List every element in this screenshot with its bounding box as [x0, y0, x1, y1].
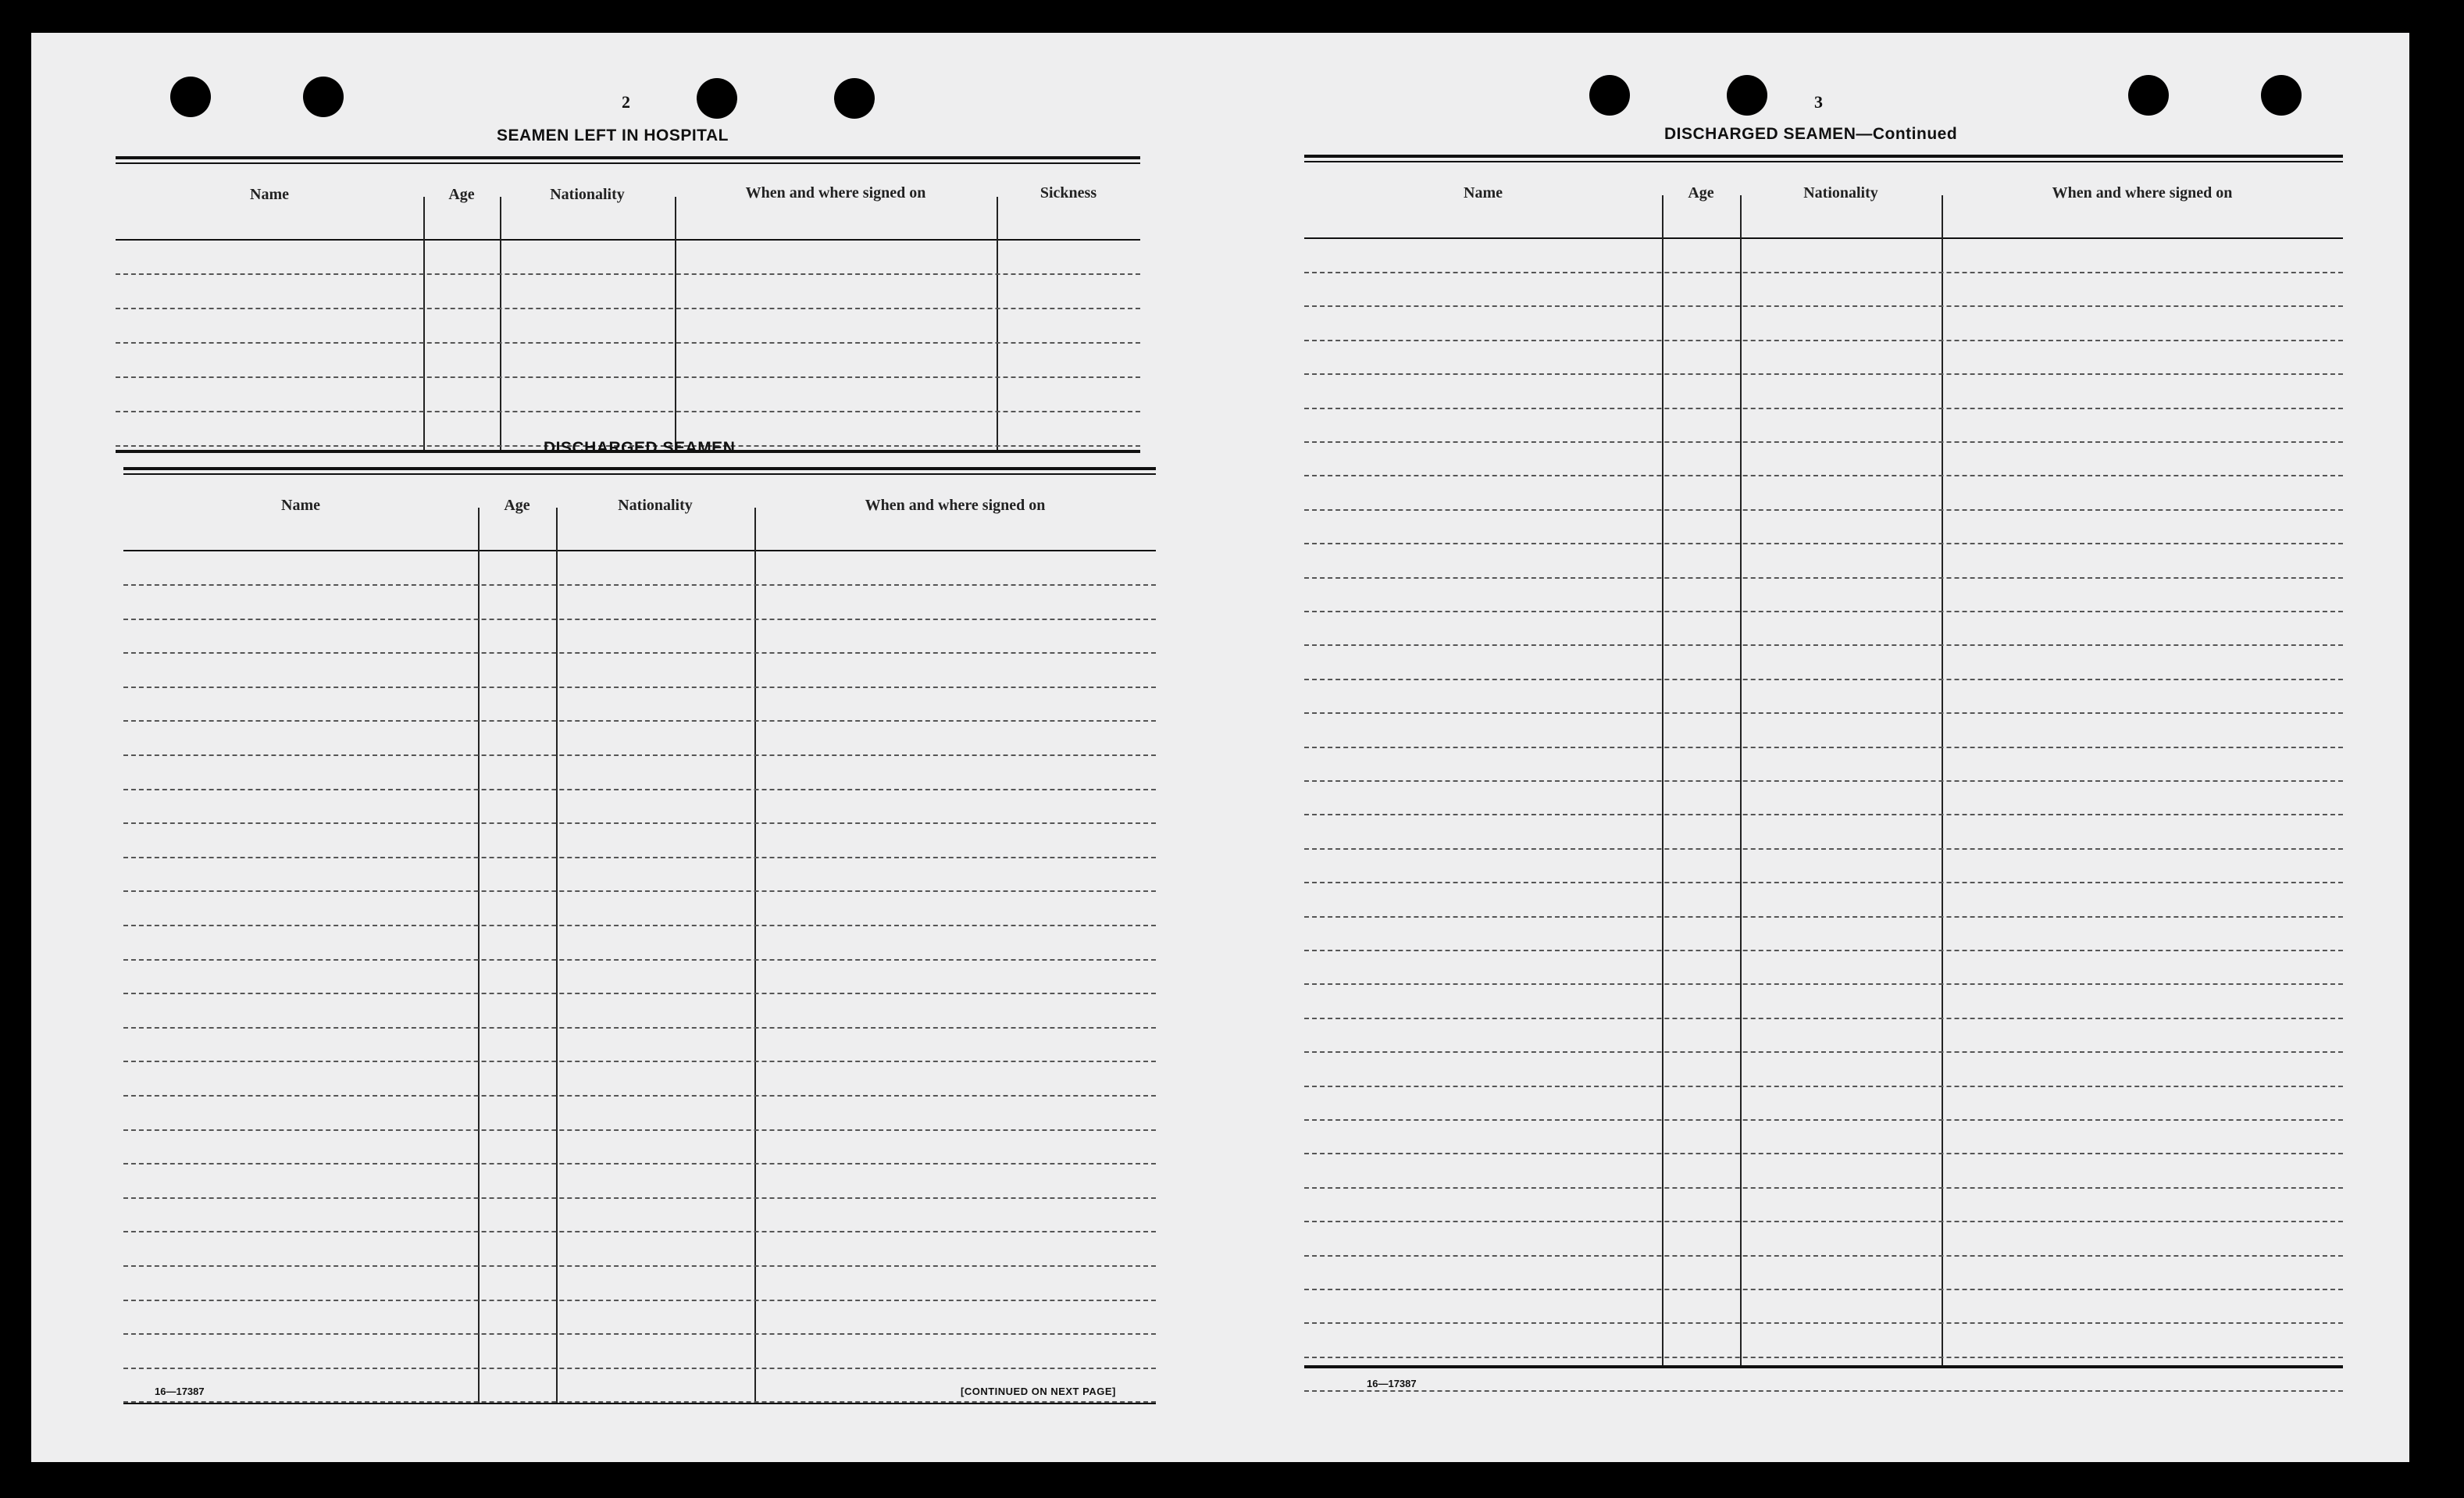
table-row	[1304, 950, 2343, 951]
table-row	[123, 1163, 1156, 1165]
column-header-when-where: When and where signed on	[2052, 184, 2233, 202]
column-header-when-where: When and where signed on	[745, 184, 926, 202]
table-row	[123, 857, 1156, 858]
title-suffix: —Continued	[1856, 125, 1958, 143]
column-header-name: Name	[1464, 184, 1503, 202]
discharged-table	[123, 467, 1156, 1404]
table-row	[1304, 577, 2343, 579]
table-row	[1304, 305, 2343, 307]
table-row	[123, 890, 1156, 892]
table-row	[1304, 1390, 2343, 1392]
table-row	[1304, 916, 2343, 918]
table-row	[1304, 611, 2343, 612]
column-header-nationality: Nationality	[550, 186, 625, 203]
column-header-age: Age	[1688, 184, 1714, 202]
table-row	[1304, 373, 2343, 375]
table-row	[123, 789, 1156, 790]
table-row	[123, 1061, 1156, 1062]
hospital-table	[116, 156, 1140, 453]
discharged-continued-table	[1304, 155, 2343, 1373]
table-row	[1304, 780, 2343, 782]
table-row	[123, 1401, 1156, 1403]
table-row	[1304, 1187, 2343, 1189]
table-row	[123, 619, 1156, 620]
title-main: DISCHARGED SEAMEN	[1664, 125, 1856, 143]
punch-hole	[1589, 75, 1630, 116]
column-header-name: Name	[281, 497, 320, 514]
table-row	[116, 342, 1140, 344]
table-row	[123, 1129, 1156, 1131]
form-code: 16—17387	[1367, 1378, 1417, 1389]
column-header-nationality: Nationality	[618, 497, 693, 514]
table-row	[1304, 1289, 2343, 1290]
table-row	[116, 273, 1140, 275]
table-row	[123, 1095, 1156, 1097]
table-row	[123, 993, 1156, 994]
punch-hole	[170, 77, 211, 117]
hospital-section-title: SEAMEN LEFT IN HOSPITAL	[497, 127, 729, 144]
table-row	[1304, 1255, 2343, 1257]
table-row	[1304, 509, 2343, 511]
table-row	[123, 584, 1156, 586]
table-row	[1304, 1119, 2343, 1121]
table-row	[1304, 747, 2343, 748]
column-header-age: Age	[504, 497, 530, 514]
column-header-nationality: Nationality	[1803, 184, 1878, 202]
table-row	[1304, 983, 2343, 985]
table-row	[116, 376, 1140, 378]
column-header-name: Name	[250, 186, 289, 203]
table-row	[123, 754, 1156, 756]
table-row	[1304, 712, 2343, 714]
table-row	[1304, 679, 2343, 680]
discharged-continued-title	[1664, 125, 1957, 144]
table-row	[123, 959, 1156, 961]
table-row	[1304, 340, 2343, 341]
table-row	[123, 1027, 1156, 1029]
table-row	[123, 1197, 1156, 1199]
table-row	[1304, 1018, 2343, 1019]
table-row	[123, 720, 1156, 722]
table-row	[1304, 1051, 2343, 1053]
table-row	[1304, 848, 2343, 850]
table-row	[1304, 882, 2343, 883]
table-row	[1304, 408, 2343, 409]
table-row	[123, 652, 1156, 654]
table-row	[1304, 814, 2343, 815]
table-row	[1304, 543, 2343, 544]
table-row	[123, 1231, 1156, 1232]
table-row	[123, 1368, 1156, 1369]
table-row	[123, 1333, 1156, 1335]
column-header-age: Age	[448, 186, 475, 203]
register-sheet	[31, 33, 2409, 1462]
punch-hole	[1727, 75, 1767, 116]
punch-hole	[303, 77, 344, 117]
punch-hole	[2128, 75, 2169, 116]
right-page	[1222, 33, 2409, 1462]
punch-hole	[2261, 75, 2302, 116]
punch-hole	[834, 78, 875, 119]
punch-hole	[697, 78, 737, 119]
table-row	[123, 687, 1156, 688]
table-row	[1304, 272, 2343, 273]
table-row	[1304, 1086, 2343, 1087]
table-row	[123, 822, 1156, 824]
table-row	[1304, 1153, 2343, 1154]
table-row	[123, 1265, 1156, 1267]
table-row	[1304, 1221, 2343, 1222]
page-number: 3	[1814, 92, 1823, 112]
table-row	[116, 308, 1140, 309]
discharged-section-title: DISCHARGED SEAMEN	[544, 439, 736, 457]
table-row	[1304, 441, 2343, 443]
table-row	[1304, 644, 2343, 646]
table-row	[123, 925, 1156, 926]
page-number: 2	[622, 92, 630, 112]
table-row	[123, 1300, 1156, 1301]
form-code: 16—17387	[155, 1386, 205, 1397]
column-header-when-where: When and where signed on	[865, 497, 1046, 514]
column-header-sickness: Sickness	[1039, 184, 1097, 202]
table-row	[116, 411, 1140, 412]
table-row	[1304, 1357, 2343, 1358]
table-row	[1304, 475, 2343, 476]
left-page	[31, 33, 1203, 1462]
table-row	[1304, 1322, 2343, 1324]
continued-note: [CONTINUED ON NEXT PAGE]	[961, 1386, 1116, 1397]
